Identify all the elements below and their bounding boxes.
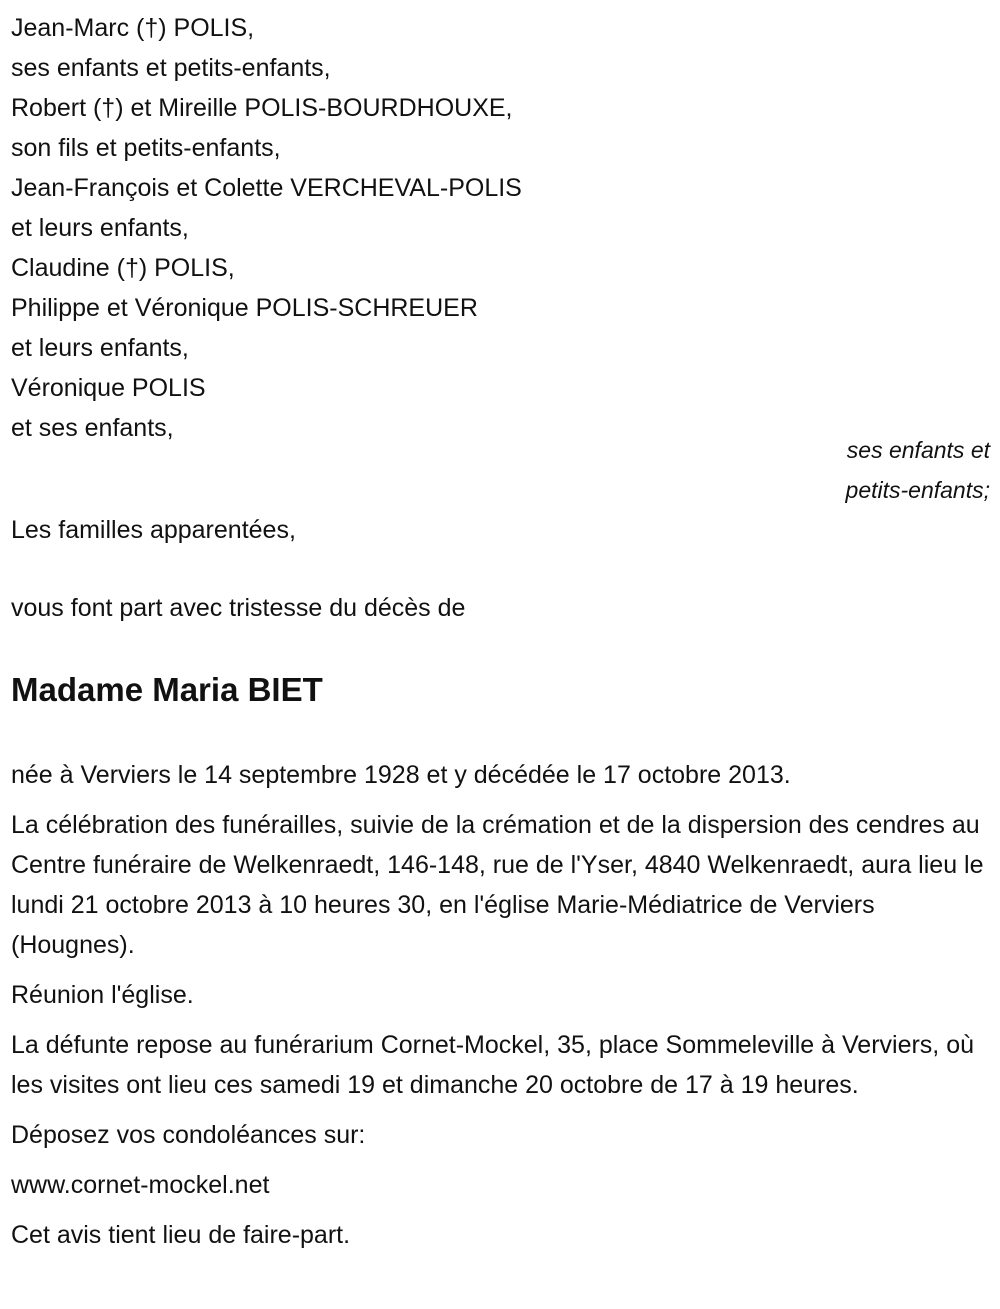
family-line: Philippe et Véronique POLIS-SCHREUER [11,294,478,322]
family-line: et leurs enfants, [11,334,189,362]
aside-line: petits-enfants; [845,477,990,503]
deceased-name: Madame Maria BIET [11,671,323,708]
condolences-link[interactable]: www.cornet-mockel.net [11,1171,270,1199]
family-line: Robert (†) et Mireille POLIS-BOURDHOUXE, [11,94,513,122]
family-list [11,8,990,448]
condolences-label: Déposez vos condoléances sur: [11,1121,366,1149]
aside-note [846,430,990,510]
details [11,755,990,1265]
family-line: et ses enfants, [11,414,174,442]
family-line: Véronique POLIS [11,374,206,402]
birth-death-paragraph: née à Verviers le 14 septembre 1928 et y décédée le 17 octobre 2013. [11,761,791,789]
announcement-line: vous font part avec tristesse du décès de [11,594,466,622]
notice-footer: Cet avis tient lieu de faire-part. [11,1221,351,1249]
funeral-paragraph: La célébration des funérailles, suivie de la crémation et de la dispersion des cendres au Centre funéraire de Welkenraedt, 146-148, rue de l'Yser, 4840 Welkenraedt, aura lieu le lundi 21 octobre 2013 à 10 heures 30, en l'église Marie-Médiatrice de Verviers (Hougnes). [11,811,984,959]
family-line: Claudine (†) POLIS, [11,254,235,282]
relatives-line: Les familles apparentées, [11,516,296,544]
family-line: Jean-Marc (†) POLIS, [11,14,255,42]
gathering-paragraph: Réunion l'église. [11,981,194,1009]
visitation-paragraph: La défunte repose au funérarium Cornet-Mockel, 35, place Sommeleville à Verviers, où les visites ont lieu ces samedi 19 et dimanche 20 octobre de 17 à 19 heures. [11,1031,975,1099]
family-line: ses enfants et petits-enfants, [11,54,331,82]
aside-line: ses enfants et [846,437,990,463]
family-line: son fils et petits-enfants, [11,134,281,162]
family-line: Jean-François et Colette VERCHEVAL-POLIS [11,174,522,202]
family-line: et leurs enfants, [11,214,189,242]
